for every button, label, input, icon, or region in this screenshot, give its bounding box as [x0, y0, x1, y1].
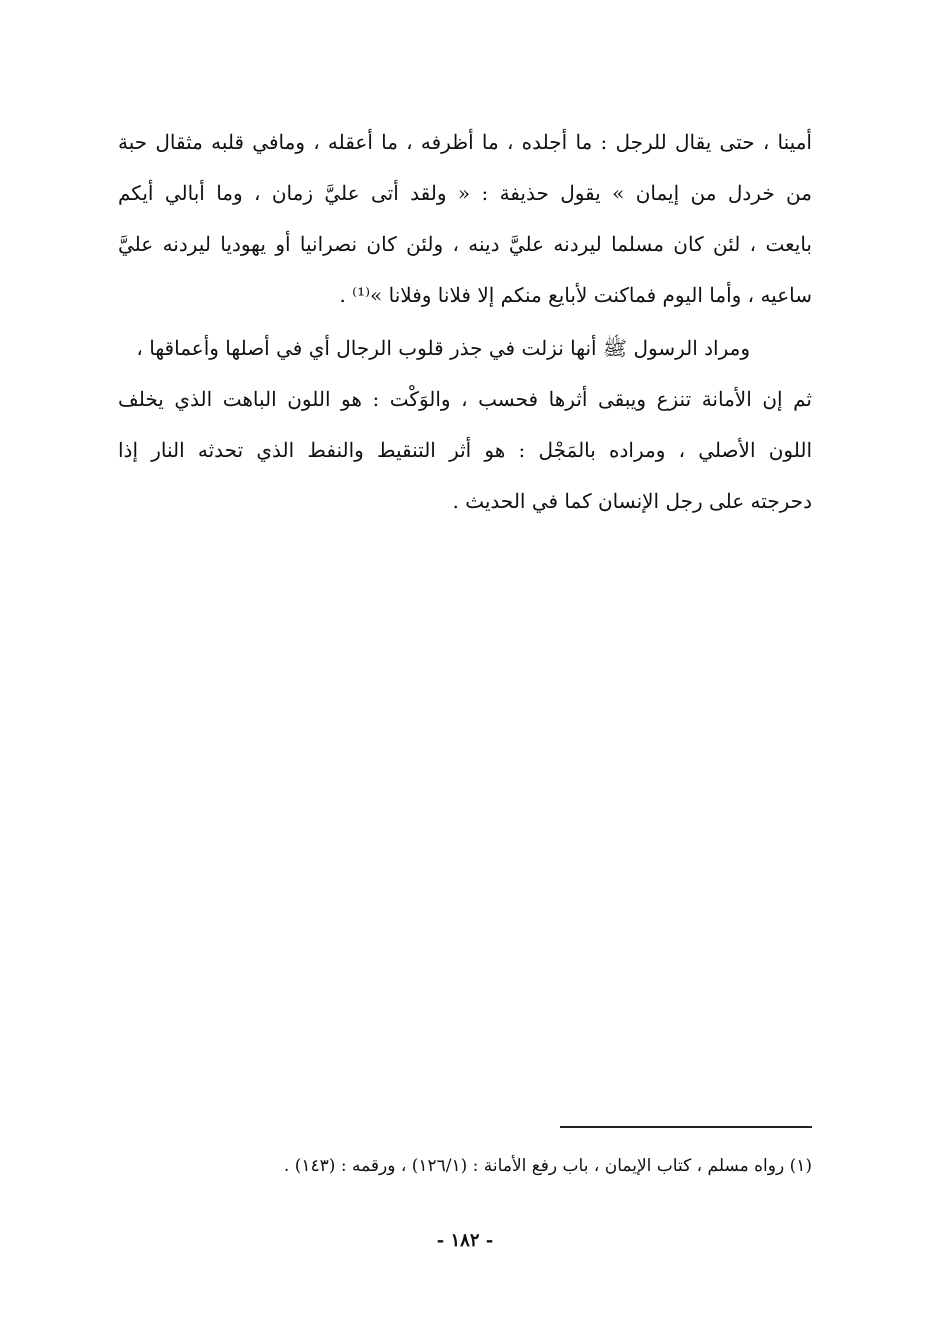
- paragraph-1-line-2: من خردل من إيمان » يقول حذيفة : « ولقد أتى عليَّ زمان ، وما أبالي أيكم: [118, 181, 812, 205]
- paragraph-1-line-1: أمينا ، حتى يقال للرجل : ما أجلده ، ما أظرفه ، ما أعقله ، ومافي قلبه مثقال حبة: [118, 130, 812, 154]
- page-number: - ١٨٢ -: [436, 1230, 494, 1251]
- paragraph-1-line-4: ساعيه ، وأما اليوم فماكنت لأبايع منكم إلا فلانا وفلانا »⁽¹⁾ .: [339, 283, 812, 307]
- paragraph-2-line-4: دحرجته على رجل الإنسان كما في الحديث .: [452, 489, 812, 513]
- paragraph-1: [118, 117, 812, 321]
- paragraph-2-line-2: ثم إن الأمانة تنزع ويبقى أثرها فحسب ، والوَكْت : هو اللون الباهت الذي يخلف: [118, 387, 812, 411]
- paragraph-2: [118, 323, 812, 527]
- footnote-separator: [560, 1126, 812, 1128]
- footnote: (١) رواه مسلم ، كتاب الإيمان ، باب رفع الأمانة : (١٢٦/١) ، ورقمه : (١٤٣) .: [283, 1156, 812, 1176]
- paragraph-2-line-3: اللون الأصلي ، ومراده بالمَجْل : هو أثر التنقيط والنفط الذي تحدثه النار إذا: [118, 438, 812, 462]
- paragraph-1-line-3: بايعت ، لئن كان مسلما ليردنه عليَّ دينه ، ولئن كان نصرانيا أو يهوديا ليردنه عليَّ: [118, 232, 812, 256]
- paragraph-2-line-1: ومراد الرسول ﷺ أنها نزلت في جذر قلوب الرجال أي في أصلها وأعماقها ،: [136, 336, 750, 360]
